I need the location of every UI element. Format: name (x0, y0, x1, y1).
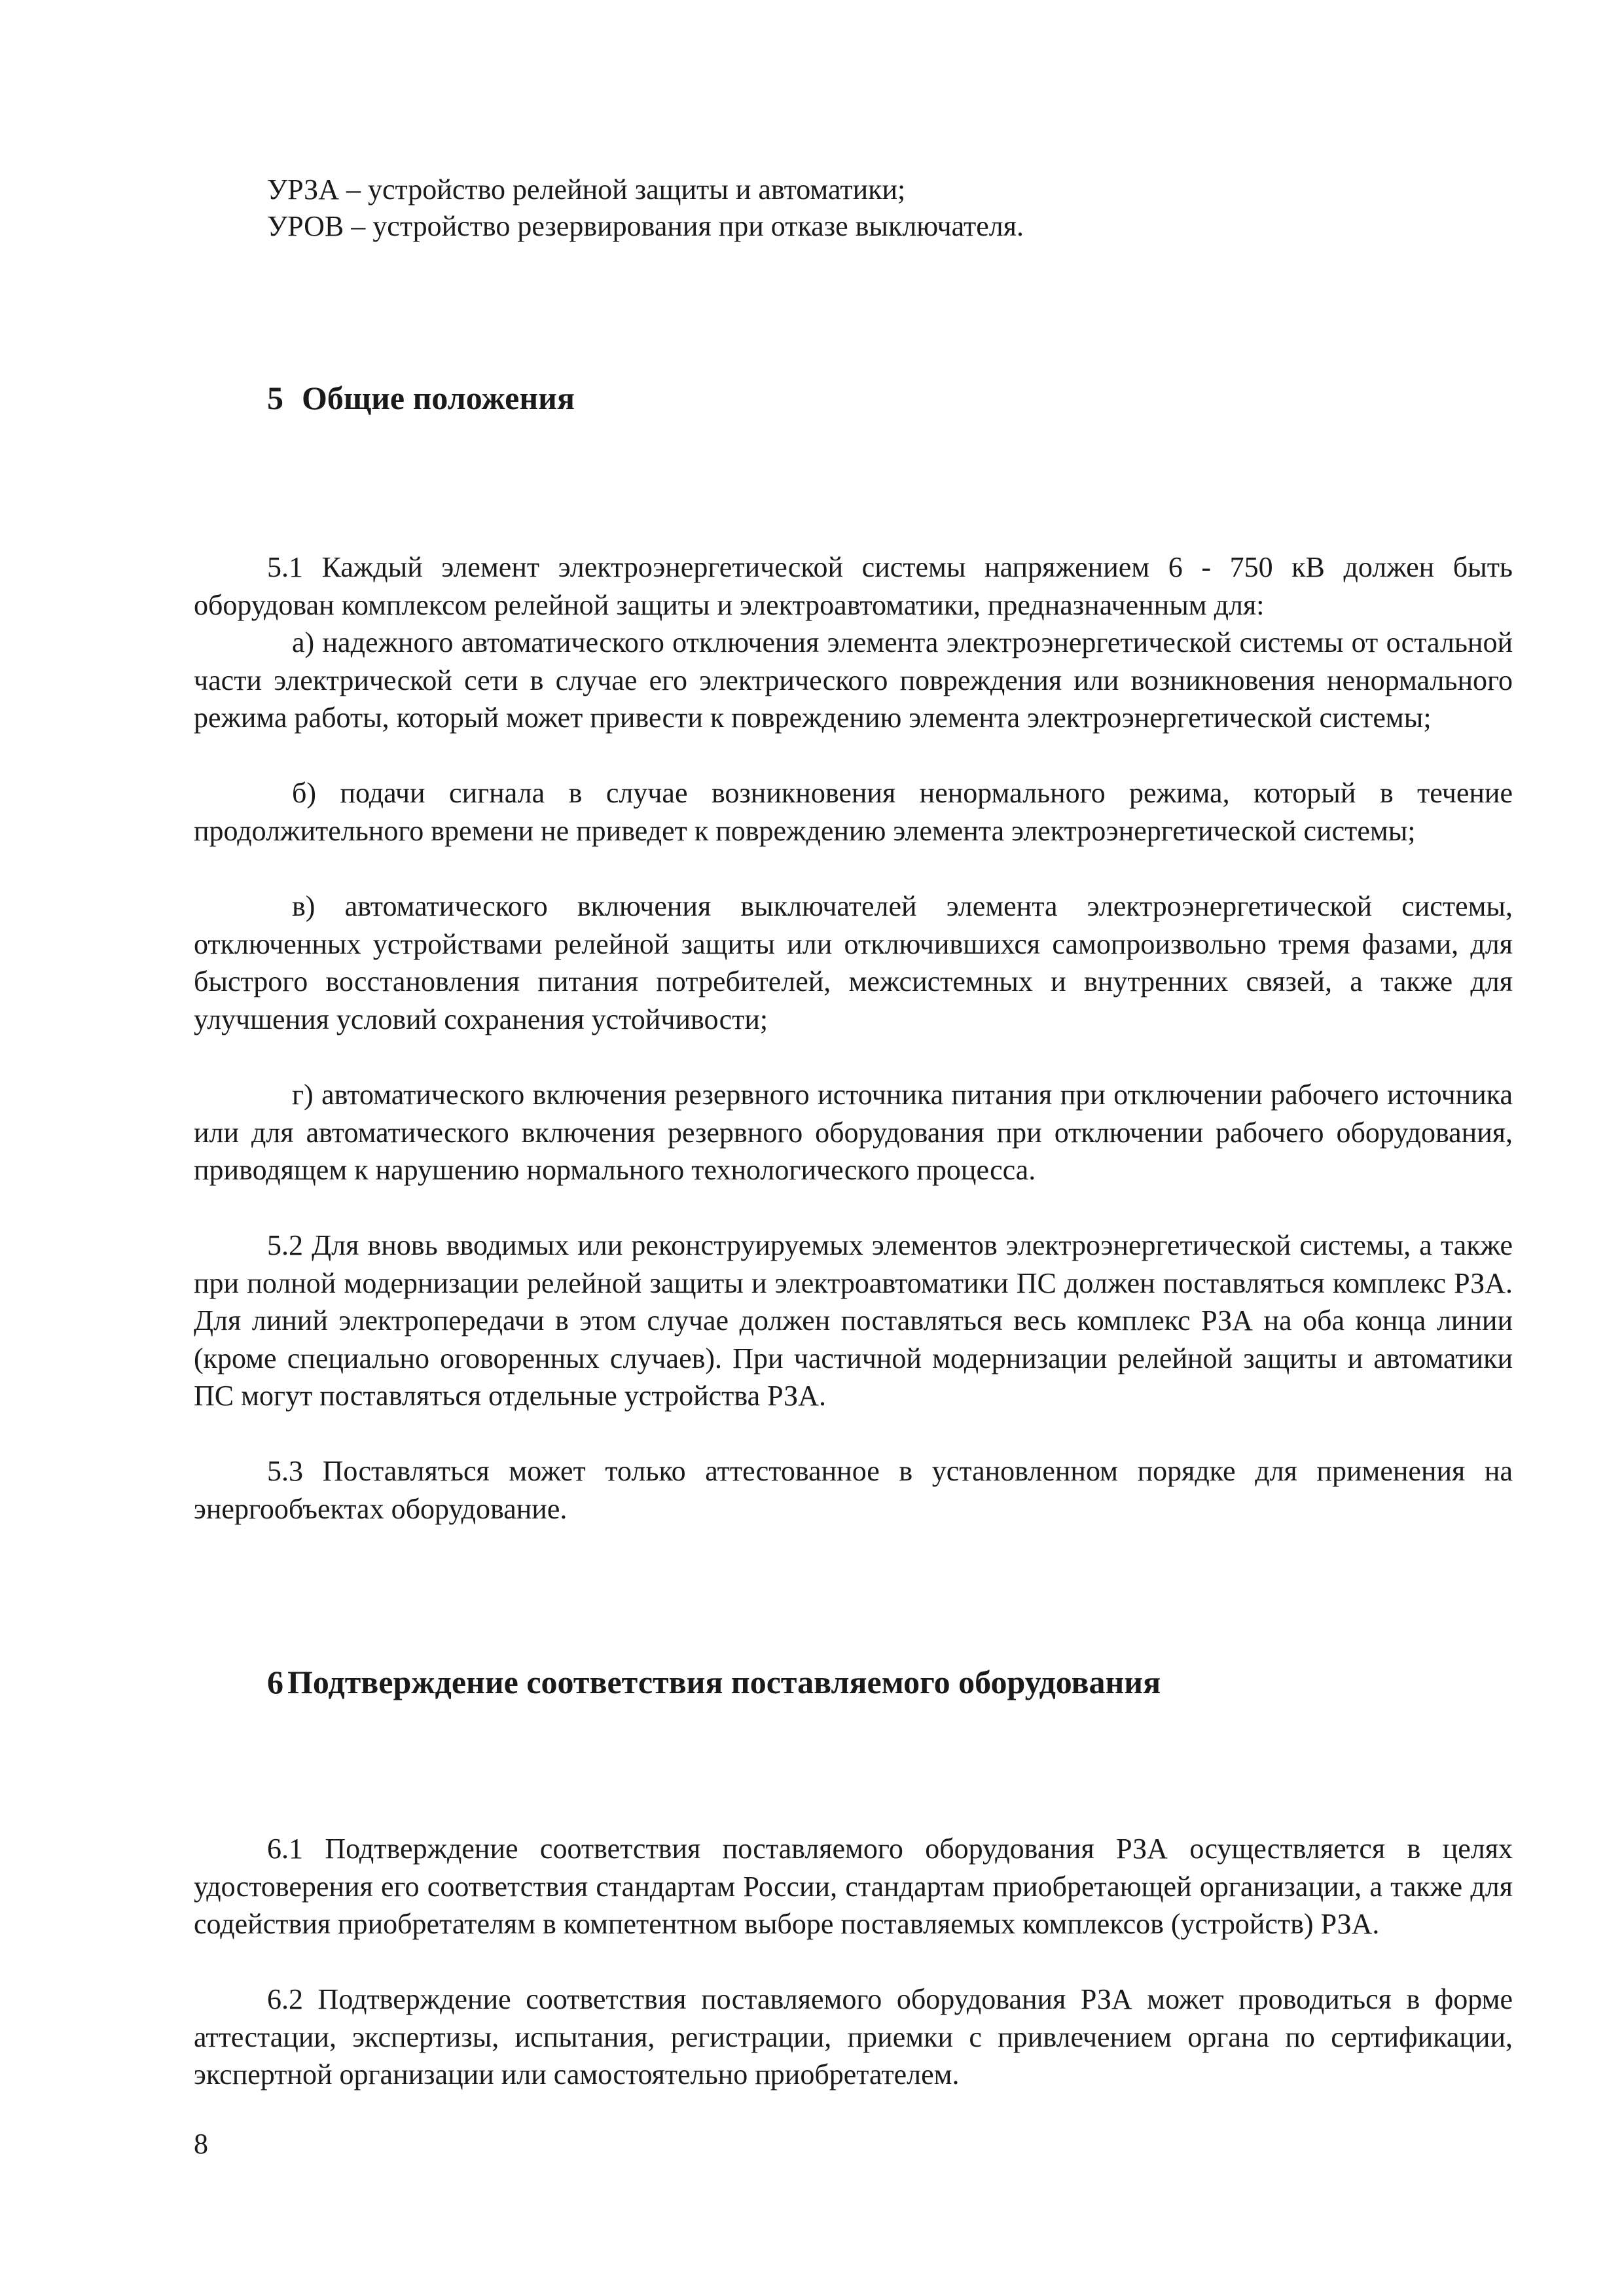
list-item-5-1-g: г) автоматического включения резервного источника питания при отключении рабочего источника или для автоматического включения резервного оборудования при отключении рабочего оборудования, приводящем к нарушению нормального технологического процесса. (194, 1079, 1513, 1186)
abbreviation-urza: УРЗА – устройство релейной защиты и автоматики; (267, 173, 906, 206)
paragraph-5-1: 5.1 Каждый элемент электроэнергетической системы напряжением 6 - 750 кВ должен быть оборудован комплексом релейной защиты и электроавтоматики, предназначенным для: (194, 551, 1513, 621)
section-6-number: 6 (267, 1664, 283, 1700)
section-5-title: Общие положения (302, 380, 575, 416)
section-5-heading (267, 378, 575, 418)
page-number: 8 (194, 2128, 208, 2160)
paragraph-6-1: 6.1 Подтверждение соответствия поставляемого оборудования РЗА осуществляется в целях удостоверения его соответствия стандартам России, стандартам приобретающей организации, а также для содействия приобретателям в компетентном выборе поставляемых комплексов (устройств) РЗА. (194, 1833, 1513, 1940)
list-item-5-1-v: в) автоматического включения выключателей элемента электроэнергетической системы, отключенных устройствами релейной защиты или отключившихся самопроизвольно тремя фазами, для быстрого восстановления питания потребителей, межсистемных и внутренних связей, а также для улучшения условий сохранения устойчивости; (194, 890, 1513, 1035)
list-item-5-1-a: а) надежного автоматического отключения элемента электроэнергетической системы от остальной части электрической сети в случае его электрического повреждения или возникновения ненормального режима работы, который может привести к повреждению элемента электроэнергетической системы; (194, 626, 1513, 734)
list-item-5-1-b: б) подачи сигнала в случае возникновения ненормального режима, который в течение продолжительного времени не приведет к повреждению элемента электроэнергетической системы; (194, 777, 1513, 847)
section-5-number: 5 (267, 380, 283, 416)
abbreviation-urov: УРОВ – устройство резервирования при отказе выключателя. (267, 210, 1024, 242)
section-6-title: Подтверждение соответствия поставляемого оборудования (287, 1664, 1161, 1700)
paragraph-5-3: 5.3 Поставляться может только аттестованное в установленном порядке для применения на энергообъектах оборудование. (194, 1455, 1513, 1525)
paragraph-6-2: 6.2 Подтверждение соответствия поставляемого оборудования РЗА может проводиться в форме аттестации, экспертизы, испытания, регистрации, приемки с привлечением органа по сертификации, экспертной организации или самостоятельно приобретателем. (194, 1983, 1513, 2090)
paragraph-5-2: 5.2 Для вновь вводимых или реконструируемых элементов электроэнергетической системы, а также при полной модернизации релейной защиты и электроавтоматики ПС должен поставляться комплекс РЗА. Для линий электропередачи в этом случае должен поставляться весь комплекс РЗА на оба конца линии (кроме специально оговоренных случаев). При частичной модернизации релейной защиты и автоматики ПС могут поставляться отдельные устройства РЗА. (194, 1229, 1513, 1412)
section-6-heading (267, 1662, 1161, 1702)
